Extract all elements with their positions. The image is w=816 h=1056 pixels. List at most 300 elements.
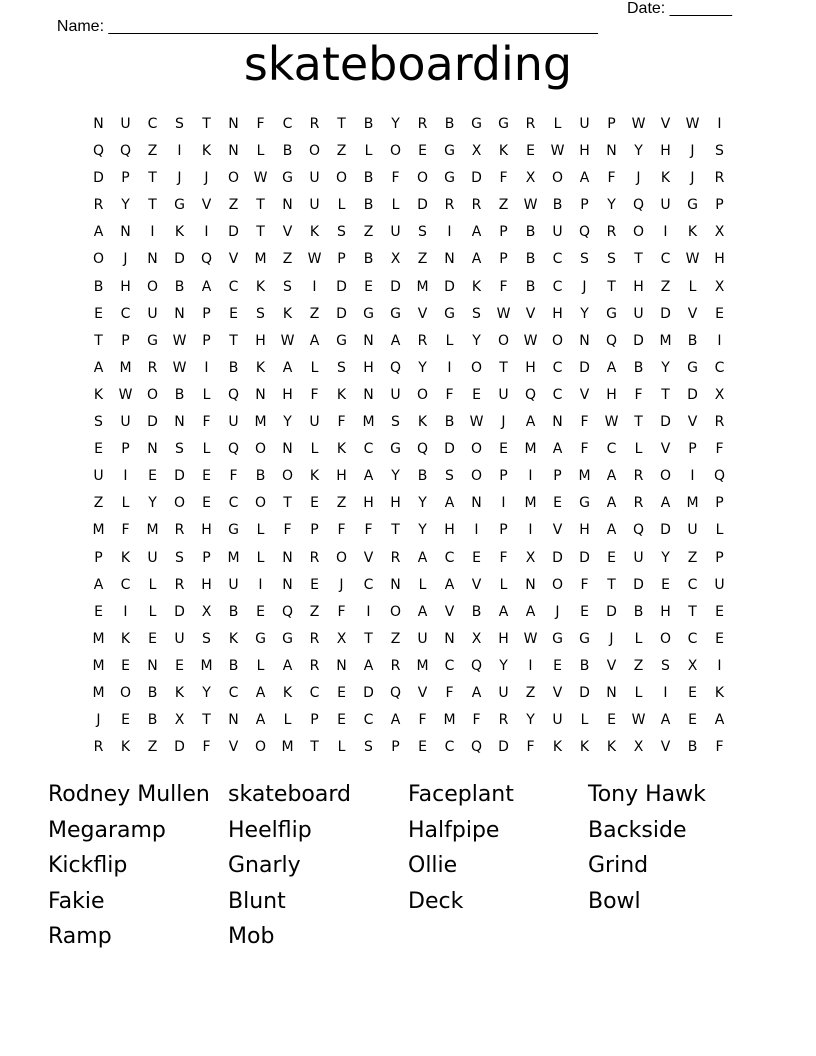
grid-letter[interactable]: Z [336, 495, 347, 512]
grid-letter[interactable]: X [525, 170, 536, 187]
grid-letter[interactable]: M [92, 522, 105, 539]
grid-letter[interactable]: B [579, 657, 590, 674]
grid-letter[interactable]: I [447, 359, 452, 376]
grid-letter[interactable]: D [660, 305, 671, 322]
grid-letter[interactable]: K [255, 278, 266, 295]
grid-letter[interactable]: E [472, 549, 481, 566]
grid-letter[interactable]: H [336, 468, 347, 485]
grid-letter[interactable]: E [580, 603, 589, 620]
grid-letter[interactable]: D [660, 414, 671, 431]
grid-letter[interactable]: O [335, 549, 348, 566]
grid-letter[interactable]: X [525, 549, 536, 566]
grid-letter[interactable]: K [309, 468, 320, 485]
grid-letter[interactable]: U [309, 170, 320, 187]
grid-letter[interactable]: E [418, 143, 427, 160]
grid-letter[interactable]: A [498, 603, 509, 620]
grid-letter[interactable]: K [471, 278, 482, 295]
grid-letter[interactable]: O [281, 468, 294, 485]
grid-letter[interactable]: N [525, 576, 536, 593]
grid-letter[interactable]: H [120, 278, 131, 295]
grid-letter[interactable]: R [174, 576, 185, 593]
grid-letter[interactable]: V [228, 251, 239, 268]
grid-letter[interactable]: Z [93, 495, 104, 512]
grid-letter[interactable]: S [337, 224, 346, 241]
grid-letter[interactable]: T [202, 116, 211, 132]
grid-letter[interactable]: L [445, 332, 454, 349]
grid-letter[interactable]: W [496, 305, 511, 322]
grid-letter[interactable]: L [256, 657, 265, 674]
grid-letter[interactable]: P [688, 441, 697, 458]
grid-letter[interactable]: X [201, 603, 212, 620]
grid-letter[interactable]: N [336, 657, 347, 674]
grid-letter[interactable]: A [579, 170, 590, 187]
grid-letter[interactable]: Z [309, 305, 320, 322]
grid-letter[interactable]: P [202, 549, 211, 566]
grid-letter[interactable]: K [660, 170, 671, 187]
grid-letter[interactable]: Q [92, 143, 105, 160]
grid-letter[interactable]: M [254, 414, 267, 431]
grid-letter[interactable]: Z [228, 197, 239, 214]
grid-letter[interactable]: W [685, 116, 700, 132]
grid-letter[interactable]: R [147, 359, 158, 376]
grid-letter[interactable]: Z [417, 251, 428, 268]
grid-letter[interactable]: B [444, 414, 455, 431]
grid-letter[interactable]: O [335, 170, 348, 187]
grid-letter[interactable]: D [444, 278, 455, 295]
grid-letter[interactable]: Y [634, 143, 643, 160]
grid-letter[interactable]: X [471, 143, 482, 160]
grid-letter[interactable]: R [417, 116, 428, 132]
grid-letter[interactable]: L [148, 603, 157, 620]
grid-letter[interactable]: E [256, 603, 265, 620]
grid-letter[interactable]: D [93, 170, 104, 187]
grid-letter[interactable]: F [256, 116, 265, 132]
grid-letter[interactable]: H [363, 495, 374, 512]
grid-letter[interactable]: A [282, 657, 293, 674]
grid-letter[interactable]: I [474, 522, 479, 539]
grid-letter[interactable]: V [417, 684, 428, 701]
grid-letter[interactable]: Y [418, 522, 427, 539]
grid-letter[interactable]: A [93, 224, 104, 241]
grid-letter[interactable]: U [633, 549, 644, 566]
grid-letter[interactable]: E [688, 712, 697, 729]
grid-letter[interactable]: H [525, 359, 536, 376]
grid-letter[interactable]: B [417, 468, 428, 485]
grid-letter[interactable]: G [687, 359, 698, 376]
grid-letter[interactable]: C [309, 684, 320, 701]
grid-letter[interactable]: U [714, 576, 725, 593]
grid-letter[interactable]: M [254, 251, 267, 268]
grid-letter[interactable]: O [227, 170, 240, 187]
grid-letter[interactable]: F [472, 712, 481, 729]
grid-letter[interactable]: T [607, 576, 616, 593]
grid-letter[interactable]: V [606, 657, 617, 674]
grid-letter[interactable]: N [147, 657, 158, 674]
grid-letter[interactable]: K [498, 143, 509, 160]
grid-letter[interactable]: U [390, 386, 401, 403]
grid-letter[interactable]: M [686, 495, 699, 512]
grid-letter[interactable]: U [498, 684, 509, 701]
grid-letter[interactable]: L [202, 441, 211, 458]
grid-letter[interactable]: T [607, 278, 616, 295]
grid-letter[interactable]: N [147, 251, 158, 268]
grid-letter[interactable]: Y [472, 332, 481, 349]
grid-letter[interactable]: D [633, 332, 644, 349]
grid-letter[interactable]: B [228, 603, 239, 620]
grid-letter[interactable]: K [336, 441, 347, 458]
grid-letter[interactable]: C [714, 359, 725, 376]
grid-letter[interactable]: L [148, 576, 157, 593]
grid-letter[interactable]: D [174, 251, 185, 268]
grid-letter[interactable]: E [715, 603, 724, 620]
grid-letter[interactable]: B [687, 739, 698, 756]
grid-letter[interactable]: E [553, 657, 562, 674]
grid-letter[interactable]: R [444, 197, 455, 214]
grid-letter[interactable]: S [202, 630, 211, 647]
grid-letter[interactable]: N [282, 576, 293, 593]
grid-letter[interactable]: Z [309, 603, 320, 620]
grid-letter[interactable]: G [552, 630, 563, 647]
grid-letter[interactable]: P [121, 441, 130, 458]
grid-letter[interactable]: L [553, 116, 562, 132]
grid-letter[interactable]: K [579, 739, 590, 756]
grid-letter[interactable]: E [607, 549, 616, 566]
grid-letter[interactable]: D [633, 576, 644, 593]
grid-letter[interactable]: M [119, 359, 132, 376]
grid-letter[interactable]: G [579, 495, 590, 512]
grid-letter[interactable]: E [337, 712, 346, 729]
grid-letter[interactable]: F [499, 170, 508, 187]
grid-letter[interactable]: M [146, 522, 159, 539]
grid-letter[interactable]: O [470, 441, 483, 458]
grid-letter[interactable]: P [499, 468, 508, 485]
grid-letter[interactable]: H [282, 386, 293, 403]
grid-letter[interactable]: N [120, 224, 131, 241]
grid-letter[interactable]: B [363, 116, 374, 132]
grid-letter[interactable]: T [364, 630, 373, 647]
grid-letter[interactable]: J [177, 170, 182, 187]
grid-letter[interactable]: I [123, 468, 128, 485]
grid-letter[interactable]: D [147, 414, 158, 431]
grid-letter[interactable]: B [255, 468, 266, 485]
grid-letter[interactable]: D [579, 684, 590, 701]
grid-letter[interactable]: H [714, 251, 725, 268]
grid-letter[interactable]: I [717, 116, 722, 132]
grid-letter[interactable]: L [256, 549, 265, 566]
grid-letter[interactable]: A [714, 712, 725, 729]
grid-letter[interactable]: V [687, 305, 698, 322]
grid-letter[interactable]: M [659, 332, 672, 349]
grid-letter[interactable]: G [228, 522, 239, 539]
grid-letter[interactable]: A [93, 359, 104, 376]
grid-letter[interactable]: N [390, 576, 401, 593]
grid-letter[interactable]: S [175, 116, 184, 132]
grid-letter[interactable]: N [174, 414, 185, 431]
grid-letter[interactable]: T [661, 386, 670, 403]
grid-letter[interactable]: N [471, 495, 482, 512]
grid-letter[interactable]: S [391, 414, 400, 431]
grid-letter[interactable]: K [336, 386, 347, 403]
grid-letter[interactable]: F [121, 522, 130, 539]
grid-letter[interactable]: E [310, 576, 319, 593]
grid-letter[interactable]: B [363, 251, 374, 268]
grid-letter[interactable]: K [120, 630, 131, 647]
grid-letter[interactable]: R [93, 739, 104, 756]
grid-letter[interactable]: N [444, 251, 455, 268]
grid-letter[interactable]: T [310, 739, 319, 756]
grid-letter[interactable]: F [202, 739, 211, 756]
grid-letter[interactable]: E [526, 143, 535, 160]
grid-letter[interactable]: A [444, 576, 455, 593]
grid-letter[interactable]: B [525, 251, 536, 268]
grid-letter[interactable]: Z [363, 224, 374, 241]
grid-letter[interactable]: D [606, 603, 617, 620]
grid-letter[interactable]: J [636, 170, 641, 187]
grid-letter[interactable]: U [309, 414, 320, 431]
grid-letter[interactable]: J [609, 630, 614, 647]
grid-letter[interactable]: L [391, 197, 400, 214]
grid-letter[interactable]: R [633, 468, 644, 485]
grid-letter[interactable]: F [229, 468, 238, 485]
grid-letter[interactable]: M [578, 468, 591, 485]
grid-letter[interactable]: H [363, 359, 374, 376]
grid-letter[interactable]: F [337, 603, 346, 620]
grid-letter[interactable]: E [715, 630, 724, 647]
grid-letter[interactable]: L [688, 278, 697, 295]
grid-letter[interactable]: U [552, 712, 563, 729]
grid-letter[interactable]: C [552, 278, 563, 295]
grid-letter[interactable]: N [228, 143, 239, 160]
grid-letter[interactable]: D [687, 386, 698, 403]
grid-letter[interactable]: R [498, 712, 509, 729]
grid-letter[interactable]: R [633, 495, 644, 512]
grid-letter[interactable]: K [552, 739, 563, 756]
grid-letter[interactable]: X [687, 657, 698, 674]
grid-letter[interactable]: H [660, 603, 671, 620]
grid-letter[interactable]: E [148, 468, 157, 485]
grid-letter[interactable]: L [418, 576, 427, 593]
grid-letter[interactable]: A [390, 712, 401, 729]
grid-letter[interactable]: P [310, 712, 319, 729]
grid-letter[interactable]: D [579, 359, 590, 376]
grid-letter[interactable]: V [201, 197, 212, 214]
grid-letter[interactable]: F [337, 522, 346, 539]
grid-letter[interactable]: E [553, 495, 562, 512]
grid-letter[interactable]: O [416, 386, 429, 403]
grid-letter[interactable]: I [717, 657, 722, 674]
grid-letter[interactable]: W [604, 414, 619, 431]
grid-letter[interactable]: D [390, 278, 401, 295]
grid-letter[interactable]: B [147, 684, 158, 701]
grid-letter[interactable]: D [174, 603, 185, 620]
grid-letter[interactable]: U [174, 630, 185, 647]
grid-letter[interactable]: R [309, 116, 320, 132]
grid-letter[interactable]: J [204, 170, 209, 187]
grid-letter[interactable]: V [471, 576, 482, 593]
grid-letter[interactable]: P [715, 495, 724, 512]
grid-letter[interactable]: E [607, 712, 616, 729]
grid-letter[interactable]: H [255, 332, 266, 349]
grid-letter[interactable]: C [120, 576, 131, 593]
grid-letter[interactable]: C [552, 386, 563, 403]
grid-letter[interactable]: G [174, 197, 185, 214]
grid-letter[interactable]: P [202, 332, 211, 349]
grid-letter[interactable]: Z [147, 143, 158, 160]
grid-letter[interactable]: Y [391, 468, 400, 485]
grid-letter[interactable]: C [606, 441, 617, 458]
grid-letter[interactable]: L [310, 441, 319, 458]
grid-letter[interactable]: C [552, 251, 563, 268]
grid-letter[interactable]: H [201, 576, 212, 593]
grid-letter[interactable]: T [391, 522, 400, 539]
grid-letter[interactable]: I [258, 576, 263, 593]
grid-letter[interactable]: C [228, 684, 239, 701]
grid-letter[interactable]: Y [499, 657, 508, 674]
grid-letter[interactable]: S [175, 549, 184, 566]
grid-letter[interactable]: W [550, 143, 565, 160]
grid-letter[interactable]: U [633, 305, 644, 322]
grid-letter[interactable]: X [471, 630, 482, 647]
grid-letter[interactable]: V [660, 116, 671, 132]
grid-letter[interactable]: L [337, 197, 346, 214]
grid-letter[interactable]: S [445, 468, 454, 485]
grid-letter[interactable]: U [228, 576, 239, 593]
grid-letter[interactable]: I [717, 332, 722, 349]
grid-letter[interactable]: P [121, 332, 130, 349]
grid-letter[interactable]: J [690, 170, 695, 187]
grid-letter[interactable]: K [687, 224, 698, 241]
grid-letter[interactable]: Q [470, 739, 483, 756]
grid-letter[interactable]: R [309, 657, 320, 674]
grid-letter[interactable]: O [470, 468, 483, 485]
grid-letter[interactable]: F [310, 386, 319, 403]
grid-letter[interactable]: N [282, 197, 293, 214]
grid-letter[interactable]: P [607, 116, 616, 132]
grid-letter[interactable]: C [363, 576, 374, 593]
grid-letter[interactable]: A [255, 684, 266, 701]
grid-letter[interactable]: C [363, 712, 374, 729]
grid-letter[interactable]: U [390, 224, 401, 241]
grid-letter[interactable]: Q [119, 143, 132, 160]
grid-letter[interactable]: S [283, 278, 292, 295]
grid-letter[interactable]: R [309, 630, 320, 647]
grid-letter[interactable]: M [443, 712, 456, 729]
grid-letter[interactable]: E [121, 657, 130, 674]
grid-letter[interactable]: E [202, 495, 211, 512]
grid-letter[interactable]: R [417, 332, 428, 349]
grid-letter[interactable]: Y [607, 197, 616, 214]
grid-letter[interactable]: H [201, 522, 212, 539]
grid-letter[interactable]: V [552, 684, 563, 701]
grid-letter[interactable]: H [579, 143, 590, 160]
grid-letter[interactable]: A [660, 712, 671, 729]
grid-letter[interactable]: B [687, 332, 698, 349]
grid-letter[interactable]: I [528, 657, 533, 674]
grid-letter[interactable]: Q [605, 332, 618, 349]
grid-letter[interactable]: Q [389, 359, 402, 376]
grid-letter[interactable]: U [309, 197, 320, 214]
grid-letter[interactable]: H [552, 305, 563, 322]
grid-letter[interactable]: P [202, 305, 211, 322]
grid-letter[interactable]: Y [418, 359, 427, 376]
grid-letter[interactable]: W [523, 332, 538, 349]
grid-letter[interactable]: T [256, 224, 265, 241]
grid-letter[interactable]: J [501, 414, 506, 431]
grid-letter[interactable]: O [308, 143, 321, 160]
grid-letter[interactable]: E [175, 657, 184, 674]
grid-letter[interactable]: W [523, 630, 538, 647]
grid-letter[interactable]: Z [147, 739, 158, 756]
grid-letter[interactable]: W [172, 359, 187, 376]
grid-letter[interactable]: H [390, 495, 401, 512]
grid-letter[interactable]: X [714, 386, 725, 403]
grid-letter[interactable]: W [631, 712, 646, 729]
grid-letter[interactable]: O [497, 332, 510, 349]
grid-letter[interactable]: K [228, 630, 239, 647]
grid-letter[interactable]: V [552, 522, 563, 539]
grid-letter[interactable]: E [148, 630, 157, 647]
grid-letter[interactable]: T [337, 116, 346, 132]
grid-letter[interactable]: X [390, 251, 401, 268]
grid-letter[interactable]: H [444, 522, 455, 539]
grid-letter[interactable]: N [552, 414, 563, 431]
grid-letter[interactable]: Y [121, 197, 130, 214]
grid-letter[interactable]: H [606, 386, 617, 403]
grid-letter[interactable]: R [309, 549, 320, 566]
grid-letter[interactable]: C [147, 116, 158, 132]
grid-letter[interactable]: G [363, 305, 374, 322]
grid-letter[interactable]: L [310, 359, 319, 376]
grid-letter[interactable]: V [660, 739, 671, 756]
grid-letter[interactable]: B [174, 386, 185, 403]
grid-letter[interactable]: V [660, 441, 671, 458]
grid-letter[interactable]: X [336, 630, 347, 647]
grid-letter[interactable]: Q [389, 684, 402, 701]
grid-letter[interactable]: U [228, 414, 239, 431]
grid-letter[interactable]: K [606, 739, 617, 756]
grid-letter[interactable]: C [444, 739, 455, 756]
grid-letter[interactable]: T [202, 712, 211, 729]
grid-letter[interactable]: N [93, 116, 104, 132]
grid-letter[interactable]: A [525, 414, 536, 431]
grid-letter[interactable]: E [121, 712, 130, 729]
grid-letter[interactable]: G [579, 630, 590, 647]
grid-letter[interactable]: Z [282, 251, 293, 268]
grid-letter[interactable]: B [633, 603, 644, 620]
grid-letter[interactable]: S [256, 305, 265, 322]
grid-letter[interactable]: T [94, 332, 103, 349]
grid-letter[interactable]: Z [633, 657, 644, 674]
grid-letter[interactable]: G [444, 143, 455, 160]
grid-letter[interactable]: D [417, 197, 428, 214]
grid-letter[interactable]: N [174, 305, 185, 322]
grid-letter[interactable]: C [282, 116, 293, 132]
grid-letter[interactable]: B [633, 359, 644, 376]
grid-letter[interactable]: M [416, 278, 429, 295]
grid-letter[interactable]: G [282, 170, 293, 187]
grid-letter[interactable]: F [337, 414, 346, 431]
grid-letter[interactable]: U [147, 549, 158, 566]
grid-letter[interactable]: W [280, 332, 295, 349]
grid-letter[interactable]: K [282, 305, 293, 322]
grid-letter[interactable]: F [715, 739, 724, 756]
grid-letter[interactable]: I [123, 603, 128, 620]
grid-letter[interactable]: M [416, 657, 429, 674]
grid-letter[interactable]: U [579, 116, 590, 132]
grid-letter[interactable]: E [364, 278, 373, 295]
grid-letter[interactable]: L [634, 630, 643, 647]
grid-letter[interactable]: F [364, 522, 373, 539]
